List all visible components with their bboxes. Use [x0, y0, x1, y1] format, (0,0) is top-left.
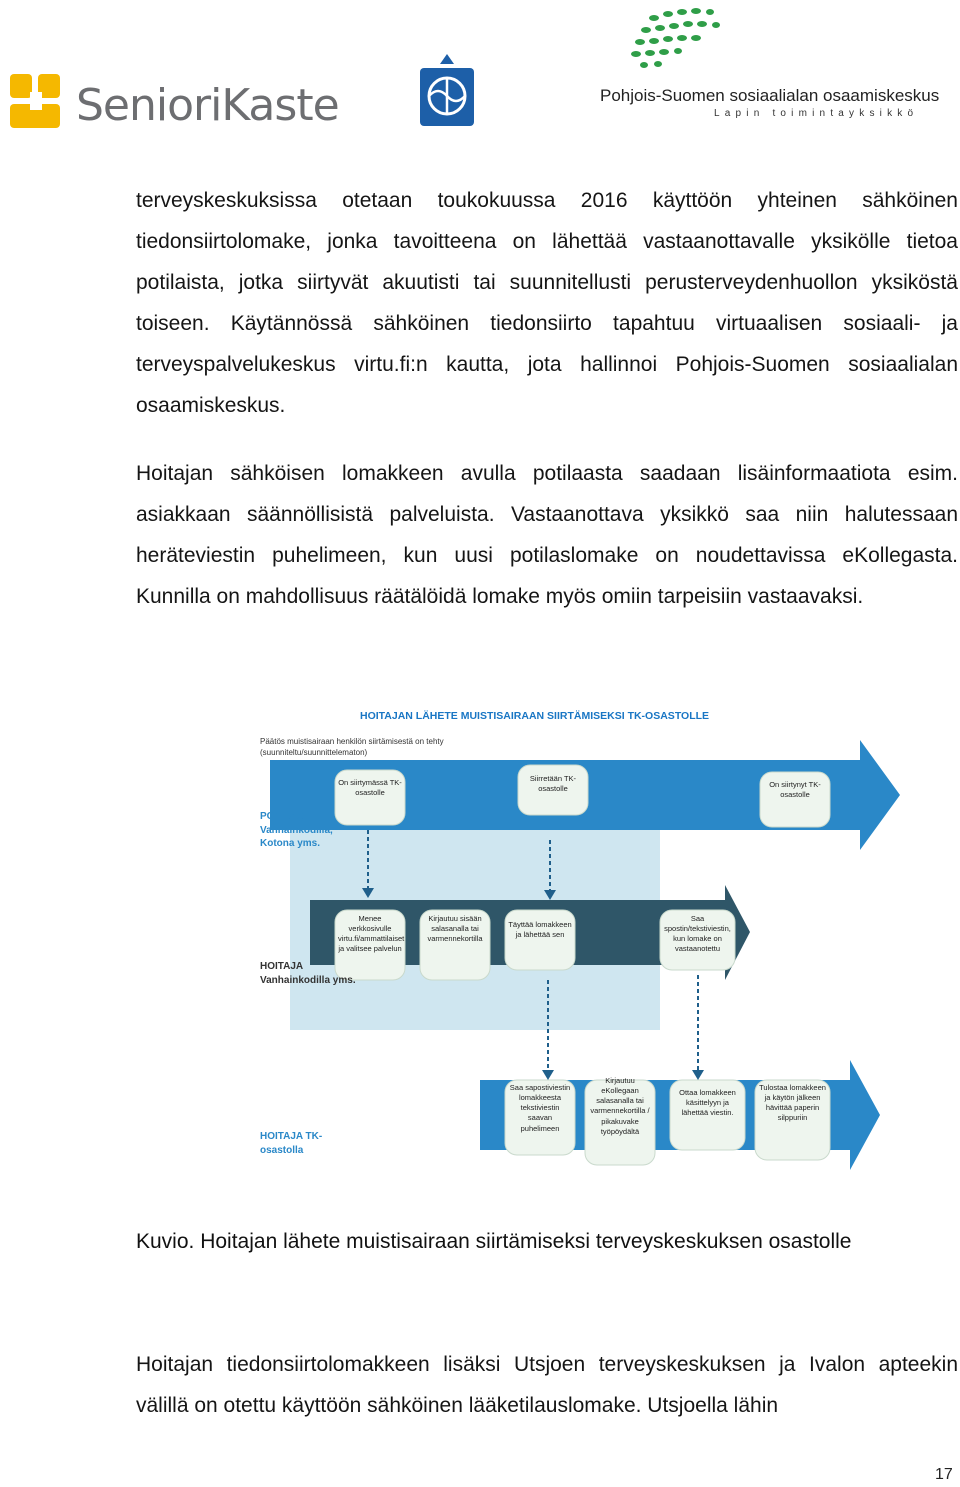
seniorikaste-mark-icon — [6, 70, 76, 138]
figure-title: HOITAJAN LÄHETE MUISTISAIRAAN SIIRTÄMISEKSI TK-OSASTOLLE — [360, 710, 710, 722]
seniorikaste-logo-text: SenioriKaste — [76, 80, 339, 131]
psosk-logo — [596, 4, 940, 126]
hoitaja1-node-3-text: Täyttää lomakkeen ja lähettää sen — [508, 920, 572, 940]
figure-note: Päätös muistisairaan henkilön siirtämisestä on tehty (suunniteltu/suunnittelematon) — [260, 737, 444, 757]
org-unit: Lapin toimintayksikkö — [714, 108, 919, 119]
hoitaja1-node-4-text: Saa spostin/tekstiviestin, kun lomake on vastaanotettu — [664, 914, 731, 954]
potilas-node-2-text: Siirretään TK-osastolle — [529, 774, 577, 794]
page-header — [0, 0, 960, 150]
hoitaja1-node-2-text: Kirjautuu sisään salasanalla tai varmennekortilla — [427, 914, 483, 944]
paragraph-2: Hoitajan sähköisen lomakkeen avulla potilaasta saadaan lisäinformaatiota esim. asiakkaan säännöllisistä palveluista. Vastaanottava yksikkö saa niin halutessaan heräteviestin puhelimeen, kun uusi potilaslomake on noudettavissa eKollegasta. Kunnilla on mahdollisuus räätälöidä lomake myös omiin tarpeisiin vastaavaksi. — [136, 462, 958, 608]
seniorikaste-logo — [6, 70, 346, 138]
hoitaja2-node-4-text: Tulostaa lomakkeen ja käytön jälkeen hävittää paperin silppuriin — [759, 1083, 826, 1123]
paragraph-3: Hoitajan tiedonsiirtolomakkeen lisäksi Utsjoen terveyskeskuksen ja Ivalon apteekin välillä on otettu käyttöön sähköinen lääketilauslomake. Utsjoella lähin — [136, 1353, 958, 1417]
process-figure — [250, 700, 910, 1180]
page-number: 17 — [935, 1466, 953, 1483]
hoitaja2-node-3-text: Ottaa lomakkeen käsittelyyn ja lähettää viestin. — [679, 1088, 736, 1118]
lane-label-hoitaja-vanhainkoti: HOITAJA Vanhainkodilla yms. — [260, 961, 356, 986]
org-name: Pohjois-Suomen sosiaalialan osaamiskeskus — [600, 86, 940, 105]
hoitaja2-node-2-text: Kirjautuu eKollegaan salasanalla tai varmennekortilla / pikakuvake työpöydältä — [590, 1076, 650, 1136]
lane-label-potilas: POTILAS Vanhainkodilla, Kotona yms. — [260, 811, 333, 849]
hoitaja1-node-1-text: Menee verkkosivulle virtu.fi/ammattilaiset ja valitsee palvelun — [338, 914, 405, 954]
green-dots-icon — [616, 4, 736, 80]
crest-icon — [418, 52, 476, 128]
potilas-node-3-text: On siirtynyt TK-osastolle — [769, 780, 821, 800]
paragraph-1: terveyskeskuksissa otetaan toukokuussa 2016 käyttöön yhteinen sähköinen tiedonsiirtolomake, jonka tavoitteena on lähettää vastaanottavalle yksikölle tietoa potilaista, jotka siirtyvät akuutisti tai suunnitellusti perusterveydenhuollon yksiköstä toiseen. Käytännössä sähköinen tiedonsiirto tapahtuu virtuaalisen sosiaali- ja terveyspalvelukeskus virtu.fi:n kautta, jota hallinnoi Pohjois-Suomen sosiaalialan osaamiskeskus. — [136, 189, 958, 417]
potilas-node-1-text: On siirtymässä TK-osastolle — [338, 778, 402, 798]
figure-caption: Kuvio. Hoitajan lähete muistisairaan siirtämiseksi terveyskeskuksen osastolle — [136, 1230, 852, 1253]
hoitaja2-node-1-text: Saa sapostiviestin lomakkeesta tekstiviestin saavan puhelimeen — [509, 1083, 571, 1133]
lane-label-hoitaja-tk: HOITAJA TK-osastolla — [260, 1131, 323, 1156]
crest-logo — [418, 52, 476, 128]
